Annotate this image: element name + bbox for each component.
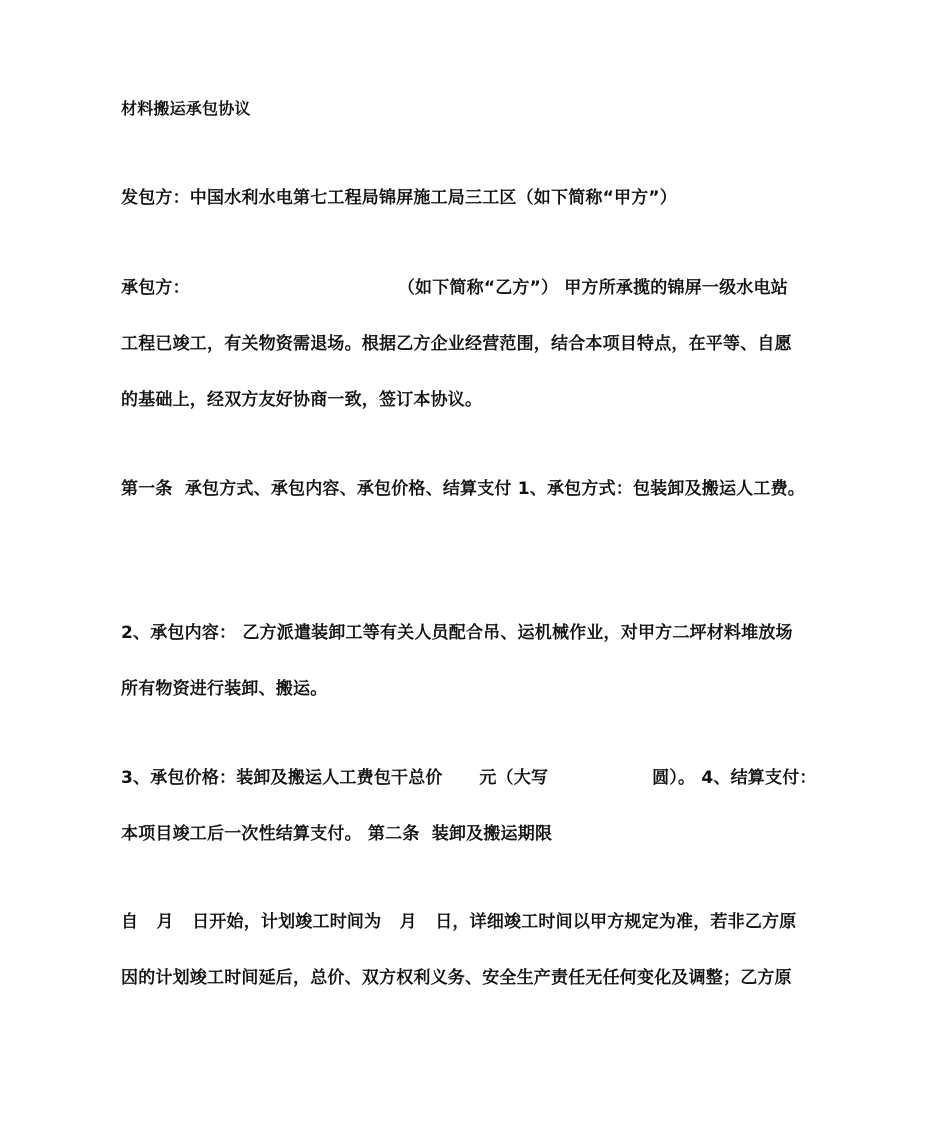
document-title: 材料搬运承包协议 <box>121 99 251 118</box>
paragraph-line: 所有物资进行装卸、搬运。 <box>121 679 328 699</box>
paragraph-line: 的基础上，经双方友好协商一致，签订本协议。 <box>121 390 483 410</box>
paragraph-line: 3、承包价格：装卸及搬运人工费包干总价 元（大写 圆）。 4、结算支付： <box>121 768 817 788</box>
paragraph-line: 自 月 日开始，计划竣工时间为 月 日，详细竣工时间以甲方规定为准，若非乙方原 <box>121 912 797 932</box>
article-one-line: 第一条 承包方式、承包内容、承包价格、结算支付 1、承包方式：包装卸及搬运人工费。 <box>121 479 805 499</box>
paragraph-line-contractor-a: 发包方：中国水利水电第七工程局锦屏施工局三工区（如下简称“甲方”） <box>121 188 677 208</box>
paragraph-line: 2、承包内容： 乙方派遣装卸工等有关人员配合吊、运机械作业，对甲方二坪材料堆放场 <box>121 623 793 643</box>
paragraph-line-contractor-b: 承包方： （如下简称“乙方”） 甲方所承揽的锦屏一级水电站 <box>121 278 788 298</box>
paragraph-line: 因的计划竣工时间延后，总价、双方权利义务、安全生产责任无任何变化及调整；乙方原 <box>121 968 792 988</box>
article-two-line: 本项目竣工后一次性结算支付。 第二条 装卸及搬运期限 <box>121 824 553 844</box>
paragraph-line: 工程已竣工，有关物资需退场。根据乙方企业经营范围，结合本项目特点，在平等、自愿 <box>121 334 792 354</box>
